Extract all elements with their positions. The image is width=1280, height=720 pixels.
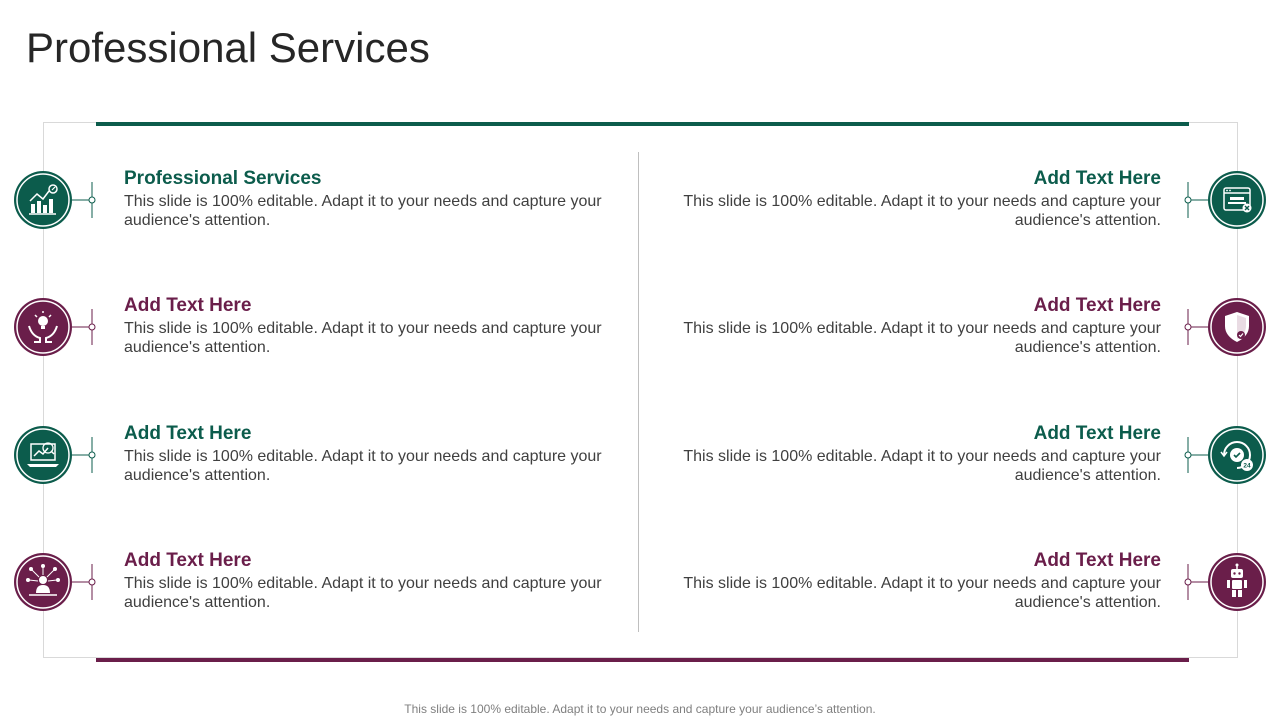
item-text: This slide is 100% editable. Adapt it to your needs and capture your audience's attention.: [124, 575, 602, 611]
item-heading: Add Text Here: [124, 295, 252, 316]
connector-line: [1182, 564, 1208, 600]
item-heading: Add Text Here: [1033, 168, 1161, 189]
network-person-icon: [14, 553, 72, 611]
idea-hands-icon: [14, 298, 72, 356]
item-heading: Professional Services: [124, 168, 322, 189]
laptop-analytics-icon: [14, 426, 72, 484]
svg-text:24: 24: [1243, 462, 1251, 470]
robot-icon: [1208, 553, 1266, 611]
growth-chart-icon: [14, 171, 72, 229]
item-text: This slide is 100% editable. Adapt it to your needs and capture your audience's attention.: [124, 320, 602, 356]
connector-line: [1182, 309, 1208, 345]
error-browser-icon: [1208, 171, 1266, 229]
item-heading: Add Text Here: [1033, 550, 1161, 571]
list-item: [681, 168, 1161, 230]
connector-line: [1182, 182, 1208, 218]
connector-line: [72, 437, 98, 473]
item-heading: Add Text Here: [1033, 295, 1161, 316]
bottom-accent-bar: [96, 658, 1189, 662]
item-text: This slide is 100% editable. Adapt it to your needs and capture your audience's attention.: [683, 575, 1161, 611]
connector-line: [72, 182, 98, 218]
page-title: Professional Services: [26, 24, 430, 71]
list-item: [124, 423, 604, 485]
connector-line: [72, 309, 98, 345]
shield-check-icon: [1208, 298, 1266, 356]
list-item: [681, 295, 1161, 357]
item-text: This slide is 100% editable. Adapt it to your needs and capture your audience's attention.: [124, 193, 602, 229]
list-item: [681, 550, 1161, 612]
item-heading: Add Text Here: [124, 550, 252, 571]
top-accent-bar: [96, 122, 1189, 126]
item-text: This slide is 100% editable. Adapt it to your needs and capture your audience's attention.: [683, 193, 1161, 229]
support-24-icon: [1208, 426, 1266, 484]
connector-line: [1182, 437, 1208, 473]
item-text: This slide is 100% editable. Adapt it to your needs and capture your audience's attention.: [124, 448, 602, 484]
item-heading: Add Text Here: [1033, 423, 1161, 444]
item-heading: Add Text Here: [124, 423, 252, 444]
list-item: [124, 168, 604, 230]
item-text: This slide is 100% editable. Adapt it to your needs and capture your audience's attention.: [683, 320, 1161, 356]
center-divider: [638, 152, 639, 632]
list-item: [124, 295, 604, 357]
list-item: [681, 423, 1161, 485]
item-text: This slide is 100% editable. Adapt it to your needs and capture your audience's attention.: [683, 448, 1161, 484]
list-item: [124, 550, 604, 612]
connector-line: [72, 564, 98, 600]
footer-note: This slide is 100% editable. Adapt it to your needs and capture your audience’s attention.: [404, 702, 876, 716]
